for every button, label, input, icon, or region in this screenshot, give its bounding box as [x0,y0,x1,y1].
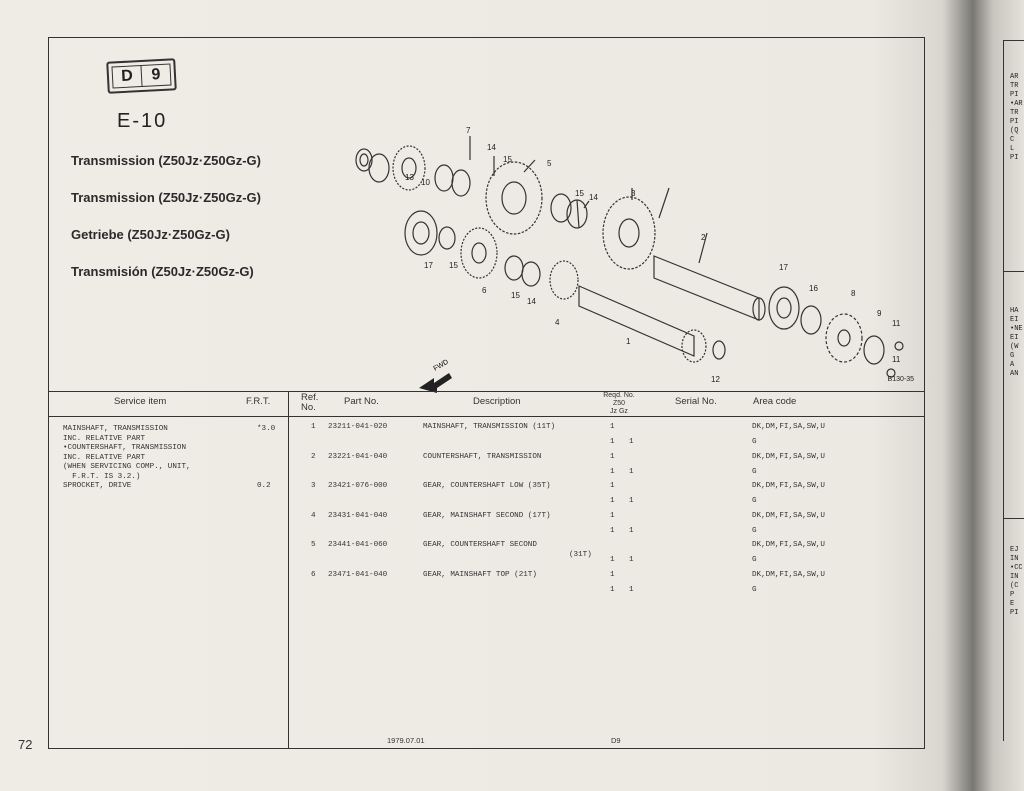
ref-no-cell: 5 [311,541,316,550]
callout: 17 [424,261,433,270]
circlip-14 [435,165,453,191]
adjacent-text-line: C [1010,136,1015,144]
qty-gz-cell: 1 [629,526,634,535]
adjacent-rule [1004,271,1024,272]
title-french: Transmission (Z50Jz·Z50Gz-G) [71,190,261,205]
column-divider [288,391,289,748]
ref-no-cell: 4 [311,511,316,520]
adjacent-page-fragment [1003,40,1024,741]
adjacent-text-line: HA [1010,307,1019,315]
qty-gz-cell: 1 [629,497,634,506]
sprocket-8 [826,314,862,362]
callout: 1 [626,337,631,346]
header-serial-no: Serial No. [675,396,717,407]
plate-9 [864,336,884,364]
part-no-cell: 23431-041-040 [328,511,388,520]
badge-letter: D [120,67,134,86]
callout: 2 [701,233,706,242]
adjacent-text-line: EI [1010,316,1019,324]
header-frt: F.R.T. [246,396,271,407]
circlip-15 [439,227,455,249]
qty-z50-cell: 1 [610,423,615,431]
qty-jz-cell: 1 [610,497,615,506]
callout: 11 [892,319,901,328]
service-item-line: (WHEN SERVICING COMP., UNIT, [63,463,191,471]
washer-12 [713,341,725,359]
fwd-arrow-icon [419,373,452,393]
callout: 7 [466,126,471,135]
service-item-line: SPROCKET, DRIVE [63,482,132,490]
parts-list-frame [48,37,925,749]
qty-jz-cell: 1 [610,467,615,476]
part-no-cell: 23421-076-000 [328,482,388,491]
qty-z50-cell: 1 [610,482,615,491]
bearing-17 [405,211,437,255]
adjacent-text-line: (C [1010,582,1019,590]
adjacent-text-line: PI [1010,118,1019,126]
callout: 15 [575,189,584,198]
callout: 11 [892,355,901,364]
callout: 14 [527,297,536,306]
callout: 14 [589,193,598,202]
gear-10 [369,154,389,182]
qty-jz-cell: 1 [610,556,615,565]
qty-z50-cell: 1 [610,511,615,520]
adjacent-text-block [1010,546,1023,618]
callout: 14 [487,143,496,152]
table-top-rule [49,391,924,392]
callout: 8 [851,289,856,298]
qty-z50-cell: 1 [610,452,615,461]
service-items [63,425,191,492]
bolt-11 [895,342,903,350]
model-jz-gz: Jz Gz [610,408,628,415]
washer-15c [505,256,523,280]
title-german: Getriebe (Z50Jz·Z50Gz-G) [71,227,230,242]
adjacent-text-line: TR [1010,82,1019,90]
callout: 10 [421,178,430,187]
adjacent-text-line: •AR [1010,100,1023,108]
area-code-cell: DK,DM,FI,SA,SW,U [752,482,825,491]
header-area-code: Area code [753,396,797,407]
reqd-no-label: Reqd. No. [603,392,635,399]
qty-gz-cell: 1 [629,556,634,565]
callout: 9 [877,309,882,318]
footer-code: D9 [611,736,621,745]
exploded-view-diagram [339,88,919,398]
callout: 6 [482,286,487,295]
service-item-line: •COUNTERSHAFT, TRANSMISSION [63,444,187,452]
ref-no-cell: 2 [311,452,316,461]
qty-z50-cell: 1 [610,571,615,579]
service-item-line: F.R.T. IS 3.2.) [63,472,141,481]
header-reqd-no [601,392,637,416]
gear-6 [461,228,497,278]
section-badge [106,58,177,94]
description-cell: GEAR, COUNTERSHAFT SECOND [423,541,537,550]
area-code-cell-cont: G [752,556,757,565]
adjacent-text-line: •CC [1010,564,1023,572]
description-cell: GEAR, MAINSHAFT TOP (21T) [423,571,537,579]
part-no-cell: 23471-041-040 [328,571,388,579]
adjacent-text-line: •NE [1010,325,1023,333]
adjacent-text-line: PI [1010,91,1019,99]
header-ref-no: Ref. No. [301,392,319,413]
adjacent-text-block [1010,307,1023,379]
adjacent-text-line: EI [1010,334,1019,342]
part-no-cell: 23441-041-060 [328,541,388,550]
part-no-cell: 23211-041-020 [328,423,388,431]
callout: 16 [809,284,818,293]
qty-gz-cell: 1 [629,467,634,476]
qty-gz-cell: 1 [629,586,634,594]
adjacent-text-block [1010,73,1023,163]
qty-jz-cell: 1 [610,438,615,446]
mainshaft-1 [579,286,694,356]
header-part-no: Part No. [344,396,379,407]
qty-gz-cell: 1 [629,438,634,446]
qty-jz-cell: 1 [610,586,615,594]
service-item-line: INC. RELATIVE PART [63,434,146,443]
adjacent-text-line: G [1010,352,1015,360]
gear-4 [550,261,578,299]
description-cell-cont: (31T) [569,551,592,560]
description-cell: COUNTERSHAFT, TRANSMISSION [423,452,542,461]
bearing-17b [769,287,799,329]
adjacent-text-line: PI [1010,609,1019,617]
title-english: Transmission (Z50Jz·Z50Gz-G) [71,153,261,168]
adjacent-text-line: A [1010,361,1015,369]
adjacent-text-line: PI [1010,154,1019,162]
seal-16 [801,306,821,334]
callout: 3 [631,189,636,198]
header-service-item: Service item [114,396,167,407]
qty-jz-cell: 1 [610,526,615,535]
callout: 12 [711,375,720,384]
area-code-cell: DK,DM,FI,SA,SW,U [752,571,825,579]
adjacent-text-line: IN [1010,555,1019,563]
area-code-cell-cont: G [752,438,757,446]
adjacent-text-line: E [1010,600,1015,608]
adjacent-text-line: EJ [1010,546,1019,554]
gear-3 [603,197,655,269]
adjacent-text-line: L [1010,145,1015,153]
adjacent-text-line: AN [1010,370,1019,378]
service-item-line: INC. RELATIVE PART [63,453,146,462]
adjacent-text-line: (Q [1010,127,1019,135]
frt-value: 0.2 [257,482,271,490]
frt-value: *3.0 [257,425,276,433]
countershaft-2 [654,256,759,320]
ref-no-cell: 1 [311,423,316,431]
page-number: 72 [18,737,33,752]
washer-15 [452,170,470,196]
area-code-cell: DK,DM,FI,SA,SW,U [752,423,825,431]
part-no-cell: 23221-041-040 [328,452,388,461]
adjacent-rule [1004,518,1024,519]
service-item-line: MAINSHAFT, TRANSMISSION [63,425,168,433]
callout: 15 [511,291,520,300]
description-cell: GEAR, COUNTERSHAFT LOW (35T) [423,482,551,491]
callout: 15 [449,261,458,270]
print-date: 1979.07.01 [387,736,425,745]
callout: 13 [405,173,414,182]
area-code-cell-cont: G [752,497,757,506]
badge-number: 9 [140,65,170,86]
figure-id: B130-35 [887,376,914,383]
adjacent-text-line: (W [1010,343,1019,351]
callout: 4 [555,318,560,327]
area-code-cell: DK,DM,FI,SA,SW,U [752,452,825,461]
header-description: Description [473,396,521,407]
adjacent-text-line: P [1010,591,1015,599]
area-code-cell: DK,DM,FI,SA,SW,U [752,511,825,520]
adjacent-text-line: TR [1010,109,1019,117]
table-header-rule [49,416,924,417]
callout: 17 [779,263,788,272]
callout: 5 [547,159,552,168]
ref-no-cell: 6 [311,571,316,579]
model-z50: Z50 [612,400,626,407]
area-code-cell: DK,DM,FI,SA,SW,U [752,541,825,550]
description-cell: MAINSHAFT, TRANSMISSION (11T) [423,423,556,431]
adjacent-text-line: IN [1010,573,1019,581]
fwd-label: FWD [432,358,450,373]
description-cell: GEAR, MAINSHAFT SECOND (17T) [423,511,551,520]
ref-no-cell: 3 [311,482,316,491]
area-code-cell-cont: G [752,526,757,535]
callout: 15 [503,155,512,164]
circlip-14c [522,262,540,286]
area-code-cell-cont: G [752,467,757,476]
section-code: E-10 [117,110,168,132]
area-code-cell-cont: G [752,586,757,594]
adjacent-text-line: AR [1010,73,1019,81]
title-spanish: Transmisión (Z50Jz·Z50Gz-G) [71,264,254,279]
